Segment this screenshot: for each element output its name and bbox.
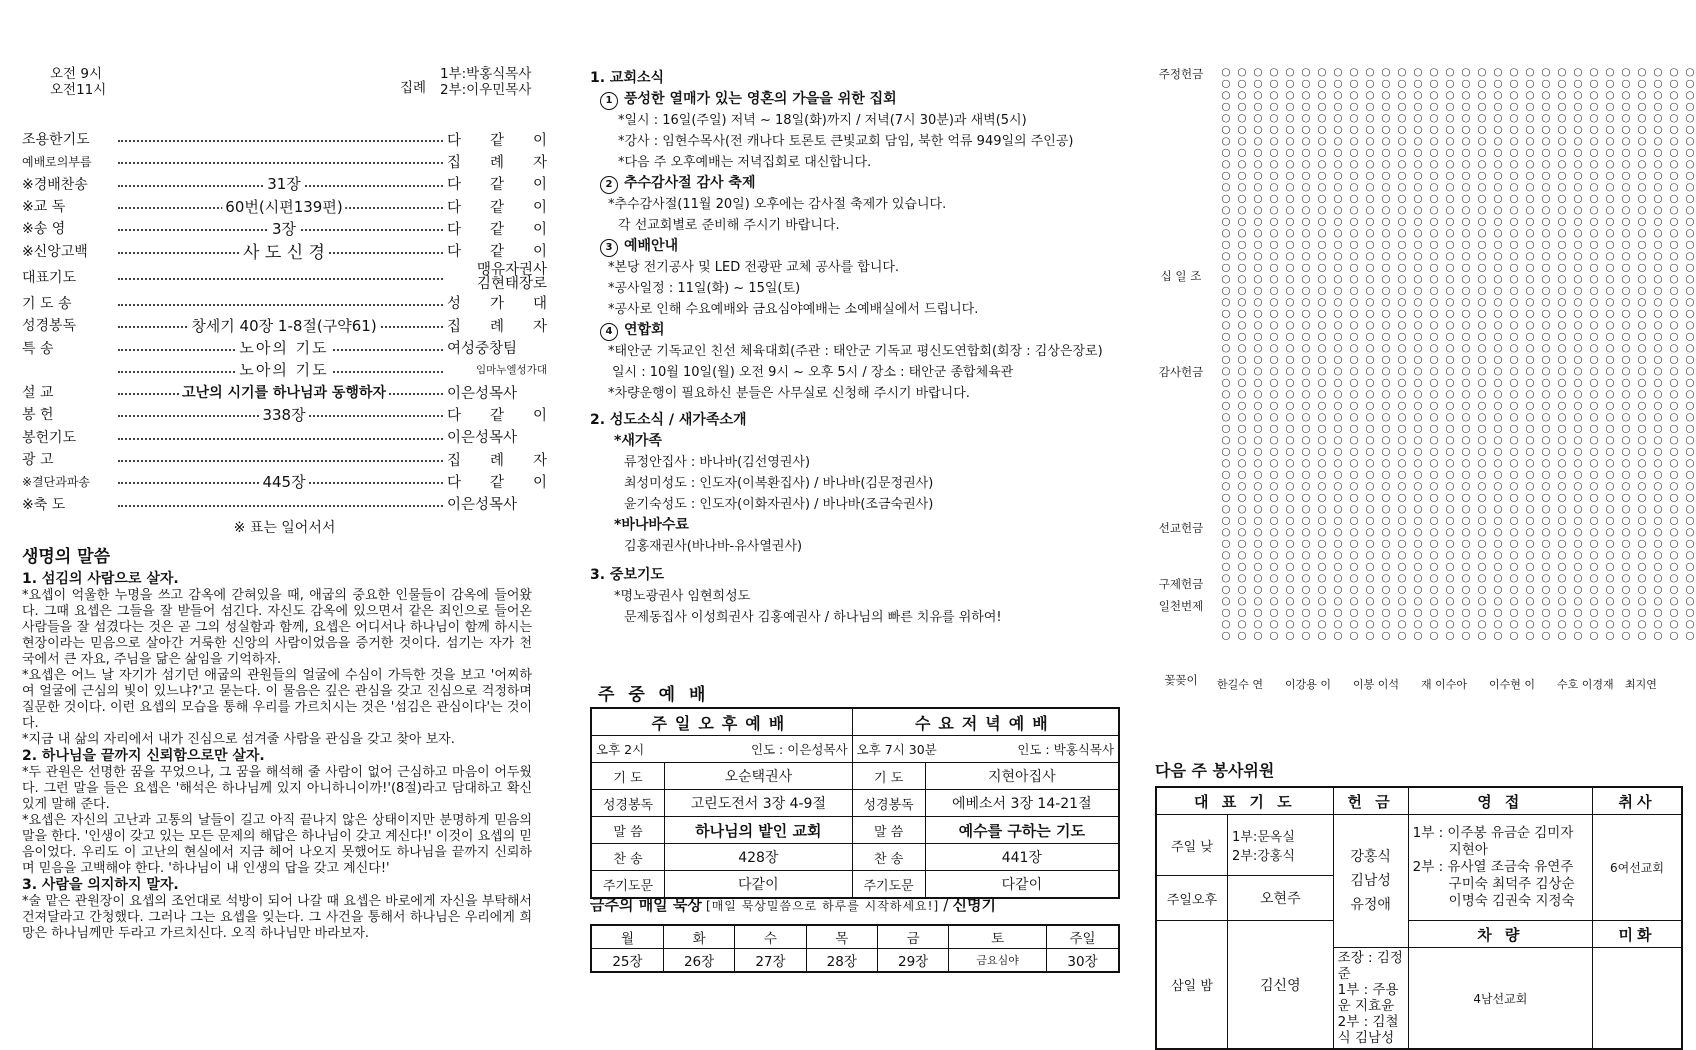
new-family-2: 최성미성도 : 인도자(이복환집사) / 바나바(김문정권사) [624,476,934,491]
word-body [22,571,532,942]
car-line-2: 1부 : 주용운 지효윤 [1337,982,1399,1014]
new-family-label: *새가족 [614,433,662,449]
prayer-2: 문제동집사 이성희권사 김홍예권사 / 하나님의 빠른 치유를 위하여! [624,610,1002,625]
offering-names-bottom: 재 이수아 [1421,678,1468,691]
sunday-service-title: 주일오후예배 [591,708,852,736]
order-label: 조용한기도 [22,132,90,149]
barnabas-label: *바나바수료 [614,517,689,533]
order-performer: 다 같 이 [447,244,547,261]
order-row [22,336,547,358]
offering-category: 선교헌금 [1158,521,1204,535]
service-label: 말 씀 [591,817,665,844]
news-section-2: 2. 성도소식 / 새가족소개 [590,412,747,428]
sunday-value: 하나님의 밭인 교회 [665,817,853,844]
offering-name-column: ○○○○○○○○○○○○○○○○○○○○○○○○○○○○○○○○○○○○○○○○○○○○○○○○○○ [1460,66,1472,641]
leader-dots [118,438,443,440]
service-label: 기 도 [852,763,925,790]
circle-1-icon: 1 [600,92,618,110]
day-name: 금 [877,925,948,949]
weekly-title: 주 중 예 배 [598,685,710,705]
order-row [22,426,547,448]
order-row [22,173,547,195]
leader-dots [118,460,443,462]
offering-name-column: ○○○○○○○○○○○○○○○○○○○○○○○○○○○○○○○○○○○○○○○○○○○○○○○○○○ [1572,66,1584,641]
order-label: 설 교 [22,385,54,402]
offering-name-column: ○○○○○○○○○○○○○○○○○○○○○○○○○○○○○○○○○○○○○○○○○○○○○○○○○○ [1444,66,1456,641]
word-title: 생명의 말씀 [22,547,111,567]
duty-wednesday-prayer: 김신영 [1228,921,1334,1050]
offering-category: 십 일 조 [1160,269,1202,283]
day-name: 주일 [1047,925,1119,949]
order-value: 338장 [259,404,308,425]
circle-2-icon: 2 [600,176,618,194]
offering-name-column: ○○○○○○○○○○○○○○○○○○○○○○○○○○○○○○○○○○○○○○○○○○○○○○○○○○ [1268,66,1280,641]
presider-1: 1부:박홍식목사 [440,66,532,82]
news-item-4: 연합회 [624,322,665,338]
sunday-value: 428장 [665,844,853,871]
offering-names-bottom: 한길수 연 [1217,678,1264,691]
offering-name-column: ○○○○○○○○○○○○○○○○○○○○○○○○○○○○○○○○○○○○○○○○○○○○○○○○○○ [1300,66,1312,641]
circle-3-icon: 3 [600,239,618,257]
wednesday-leader: 인도 : 박홍식목사 [1017,742,1114,757]
order-value: 445장 [259,471,308,492]
duty-row-wednesday: 삼일 밤 [1156,921,1228,1050]
duty-ushers [1408,815,1592,921]
offering-name-column: ○○○○○○○○○○○○○○○○○○○○○○○○○○○○○○○○○○○○○○○○○○○○○○○○○○ [1620,66,1632,641]
order-row [22,492,547,514]
day-name: 토 [949,925,1047,949]
sunday-value: 다같이 [665,871,853,899]
usher-line-3: 2부 : 유사열 조금숙 유연주 [1412,859,1574,875]
point-1-b: *요셉은 어느 날 자기가 섬기던 애굽의 관원들의 얼굴에 수심이 가득한 것을 보고 '어찌하여 얼굴에 근심의 빛이 있느냐?'고 묻는다. 이 물음은 깊은 관심을 갖고 진심으로 걱정하며 질문한 것이다. 이런 요셉의 모습을 통해 우리를 가르치시는 것은 '섬김은 관심이다'는 것이다. [22,668,532,731]
offering-names-bottom: 최지연 [1625,678,1657,691]
order-label: 광 고 [22,452,54,468]
duty-offering-3: 유정애 [1350,897,1391,913]
news-column [590,0,1130,1016]
day-chapter: 28장 [806,949,877,973]
service-label: 주기도문 [591,871,665,899]
service-row [591,817,1119,844]
wednesday-service-info [852,736,1119,763]
news-item-4a: *태안군 기독교인 친선 체육대회(주관 : 태안군 기독교 평신도연합회(회장 : 김상은장로) [608,344,1103,359]
offering-name-column: ○○○○○○○○○○○○○○○○○○○○○○○○○○○○○○○○○○○○○○○○○○○○○○○○○○ [1348,66,1360,641]
offering-name-column: ○○○○○○○○○○○○○○○○○○○○○○○○○○○○○○○○○○○○○○○○○○○○○○○○○○ [1508,66,1520,641]
wednesday-value: 지현아집사 [925,763,1119,790]
duty-row-afternoon: 주일오후 [1156,876,1228,921]
offering-name-column: ○○○○○○○○○○○○○○○○○○○○○○○○○○○○○○○○○○○○○○○○○○○○○○○○○○ [1652,66,1664,641]
offering-category: 감사헌금 [1158,365,1204,379]
offering-name-column: ○○○○○○○○○○○○○○○○○○○○○○○○○○○○○○○○○○○○○○○○○○○○○○○○○○ [1332,66,1344,641]
offering-name-column: ○○○○○○○○○○○○○○○○○○○○○○○○○○○○○○○○○○○○○○○○○○○○○○○○○○ [1252,66,1264,641]
usher-line-5: 이명숙 김권숙 지정숙 [1448,893,1575,909]
day-chapter: 26장 [663,949,734,973]
duty-offering-names [1333,815,1408,948]
duty-row-sunday: 주일 낮 [1156,815,1228,876]
duty-usher-header: 영 접 [1408,787,1592,815]
duty-afternoon-prayer: 오현주 [1228,876,1334,921]
order-performer: 다 같 이 [447,407,547,424]
service-time-1: 오전 9시 [50,66,103,82]
duty-host-header: 취사 [1593,787,1683,815]
usher-line-2: 지현아 [1448,842,1488,858]
offering-name-column: ○○○○○○○○○○○○○○○○○○○○○○○○○○○○○○○○○○○○○○○○○○○○○○○○○○ [1428,66,1440,641]
offering-name-column: ○○○○○○○○○○○○○○○○○○○○○○○○○○○○○○○○○○○○○○○○○○○○○○○○○○ [1556,66,1568,641]
order-value: 고난의 시기를 하나님과 동행하자 [179,382,389,402]
service-row [591,790,1119,817]
order-performer: 성 가 대 [447,296,547,313]
order-row [22,262,547,292]
car-line-3: 2부 : 김철식 김남성 [1337,1014,1399,1046]
presider-2: 2부:이우민목사 [440,82,532,98]
day-name: 월 [591,925,663,949]
offering-category: 주정헌금 [1158,67,1204,81]
service-label: 찬 송 [852,844,925,871]
day-name: 목 [806,925,877,949]
worship-order-column [22,0,562,1016]
wednesday-value: 에베소서 3장 14-21절 [925,790,1119,817]
duty-sunday-prayers [1228,815,1334,876]
leader-dots [118,162,443,164]
point-2-b: *요셉은 자신의 고난과 고통의 날들이 길고 아직 끝나지 않은 상태이지만 분명하게 믿음의 말을 한다. '인생이 갖고 있는 모든 문제의 해답은 하나님이 갖고 계신다!' 이것이 요셉의 믿음이었다. 우리도 이 고난의 현실에서 지금 헤어 나오지 못했어도 하나님을 끝까지 신뢰하며 믿음을 고백해야 한다. '하나님이 내 인생의 답을 갖고 계신다!' [22,813,532,876]
order-label: ※결단과파송 [22,474,91,489]
service-label: 성경봉독 [591,790,665,817]
offering-names-bottom: 이봉 이석 [1353,678,1400,691]
order-label: 기 도 송 [22,295,72,312]
point-2-a: *두 관원은 선명한 꿈을 꾸었으나, 그 꿈을 해석해 줄 사람이 없어 근심하고 마음이 어두웠다. 그런 말을 들은 요셉은 '해석은 하나님께 있지 아니하니이까!'(8절)라고 담대하고 확신 있게 말해 준다. [22,765,532,812]
order-row [22,448,547,470]
offering-name-column: ○○○○○○○○○○○○○○○○○○○○○○○○○○○○○○○○○○○○○○○○○○○○○○○○○○ [1524,66,1536,641]
offering-category: 일천번제 [1158,599,1204,613]
service-row [591,763,1119,790]
wednesday-service-title: 수요저녁예배 [852,708,1119,736]
order-performer: 이은성목사 [447,497,518,514]
day-chapter: 30장 [1047,949,1119,973]
order-label: ※축 도 [22,496,66,513]
order-value: 60번(시편139편) [222,196,345,217]
daily-note: [매일 묵상밀씀으로 하루를 시작하세요!] [706,899,940,913]
order-performer: 다 같 이 [447,199,547,216]
sunday-leader: 인도 : 이은성목사 [750,742,848,757]
order-row [22,381,547,403]
duty-title: 다음 주 봉사위원 [1155,761,1275,780]
offering-name-column: ○○○○○○○○○○○○○○○○○○○○○○○○○○○○○○○○○○○○○○○○○○○○○○○○○○ [1412,66,1424,641]
order-label: 성경봉독 [22,318,77,335]
order-performer: 다 같 이 [447,177,547,194]
leader-dots [118,278,443,280]
daily-title: 금주의 매일 묵상 [590,896,702,914]
offering-duty-column [1155,0,1696,1046]
order-performer-2: 김현태장로 [476,275,547,292]
order-value: 노아의 기도 [236,359,331,380]
barnabas-1: 김홍재권사(바나바-유사열권사) [624,539,803,554]
duty-offering-2: 김남성 [1350,873,1391,889]
offering-name-column: ○○○○○○○○○○○○○○○○○○○○○○○○○○○○○○○○○○○○○○○○○○○○○○○○○○ [1236,66,1248,641]
sunday-value: 오순택권사 [665,763,853,790]
day-chapter: 27장 [735,949,806,973]
offering-name-column: ○○○○○○○○○○○○○○○○○○○○○○○○○○○○○○○○○○○○○○○○○○○○○○○○○○ [1220,66,1232,641]
order-value: 31장 [264,173,304,194]
offering-list [1155,66,1696,746]
order-row [22,128,547,150]
order-performer: 이은성목사 [447,430,518,447]
order-performer: 다 같 이 [447,474,547,491]
news-item-1: 풍성한 열매가 있는 영혼의 가을을 위한 집회 [624,91,897,107]
service-row [591,844,1119,871]
leader-dots [118,505,443,507]
offering-name-column: ○○○○○○○○○○○○○○○○○○○○○○○○○○○○○○○○○○○○○○○○○○○○○○○○○○ [1316,66,1328,641]
order-label: ※경배찬송 [22,176,88,193]
order-row [22,150,547,172]
news-item-3a: *본당 전기공사 및 LED 전광판 교체 공사를 합니다. [608,260,900,275]
order-value: 사 도 신 경 [240,238,328,263]
new-family-1: 류정안집사 : 바나바(김선영권사) [624,455,811,470]
offering-name-column: ○○○○○○○○○○○○○○○○○○○○○○○○○○○○○○○○○○○○○○○○○○○○○○○○○○ [1604,66,1616,641]
news-item-3: 예배안내 [624,238,679,254]
order-label: 예배로의부름 [22,154,92,169]
leader-dots [118,304,443,306]
offering-category: 구제헌금 [1158,577,1204,591]
weekly-services-table [590,707,1120,899]
news-item-1a: *일시 : 16일(주일) 저녁 ~ 18일(화)까지 / 저녁(7시 30분)과 새벽(5시) [618,113,1027,128]
order-label: 특 송 [22,340,54,357]
offering-names-bottom: 수호 이경재 [1557,678,1614,691]
service-label: 말 씀 [852,817,925,844]
duty-car [1333,948,1408,1050]
service-label: 주기도문 [852,871,925,899]
order-label: ※신앙고백 [22,243,88,260]
wednesday-value: 예수를 구하는 기도 [925,817,1119,844]
order-row [22,239,547,264]
day-chapter: 29장 [877,949,948,973]
point-1-c: *지금 내 삶의 자리에서 내가 진심으로 섬겨줄 사람을 관심을 갖고 찾아 보자. [22,732,455,747]
day-chapter: 금요심야 [949,949,1047,973]
duty-beauty: 4남선교회 [1408,948,1592,1050]
service-label: 찬 송 [591,844,665,871]
news-item-1c: *다음 주 오후예배는 저녁집회로 대신합니다. [618,155,872,170]
order-of-worship [22,128,547,515]
daily-book: 신명기 [952,896,996,914]
order-label: ※교 독 [22,199,66,216]
order-row [22,195,547,217]
sunday-service-info [591,736,852,763]
duty-offering-1: 강홍식 [1350,849,1391,865]
service-label: 기 도 [591,763,665,790]
circle-4-icon: 4 [600,323,618,341]
order-performer: 다 같 이 [447,132,547,149]
duty-prayer-header: 대 표 기 도 [1156,787,1333,815]
news-item-3b: *공사일정 : 11일(화) ~ 15일(토) [608,281,801,296]
wednesday-value: 다같이 [925,871,1119,899]
service-times [50,66,106,98]
news-item-3c: *공사로 인해 수요예배와 금요심야예배는 소예배실에서 드립니다. [608,302,979,317]
order-performer: 여성중창팀 [447,341,518,358]
order-performer: 집 례 자 [447,452,547,469]
order-label: 봉 헌 [22,407,54,424]
duty-table [1155,786,1683,1050]
order-performer-1: 맹유자권사 [476,261,547,278]
order-value: 3장 [269,218,299,239]
news-item-1b: *강사 : 임현수목사(전 캐나다 토론토 큰빛교회 담임, 북한 억류 949일의 주인공) [618,134,1074,149]
service-label: 성경봉독 [852,790,925,817]
day-chapter: 25장 [591,949,663,973]
offering-names-bottom: 이수현 이 [1489,678,1536,691]
offering-name-column: ○○○○○○○○○○○○○○○○○○○○○○○○○○○○○○○○○○○○○○○○○○○○○○○○○○ [1284,66,1296,641]
duty-beauty-header: 미화 [1593,921,1683,948]
order-performer: 이은성목사 [447,385,518,402]
offering-name-column: ○○○○○○○○○○○○○○○○○○○○○○○○○○○○○○○○○○○○○○○○○○○○○○○○○○ [1668,66,1680,641]
duty-car-header: 차 량 [1408,921,1592,948]
news-item-2: 추수감사절 감사 축제 [624,175,756,191]
offering-name-column: ○○○○○○○○○○○○○○○○○○○○○○○○○○○○○○○○○○○○○○○○○○○○○○○○○○ [1588,66,1600,641]
day-name: 화 [663,925,734,949]
offering-name-column: ○○○○○○○○○○○○○○○○○○○○○○○○○○○○○○○○○○○○○○○○○○○○○○○○○○ [1380,66,1392,641]
order-row [22,359,547,381]
offering-name-column: ○○○○○○○○○○○○○○○○○○○○○○○○○○○○○○○○○○○○○○○○○○○○○○○○○○ [1364,66,1376,641]
duty-offering-header: 헌 금 [1333,787,1408,815]
car-line-1: 조장 : 김정준 [1337,950,1403,982]
order-row [22,314,547,336]
order-label: ※송 영 [22,221,66,238]
news-item-2b: 각 선교회별로 준비해 주시기 바랍니다. [618,218,840,233]
new-family-3: 윤기숙성도 : 인도자(이화자권사) / 바나바(조금숙권사) [624,497,934,512]
wednesday-value: 441장 [925,844,1119,871]
order-row [22,217,547,239]
offering-name-column: ○○○○○○○○○○○○○○○○○○○○○○○○○○○○○○○○○○○○○○○○○○○○○○○○○○ [1396,66,1408,641]
offering-category: 꽃꽂이 [1164,673,1198,687]
word-of-life [22,542,532,942]
point-3-title: 3. 사람을 의지하지 말자. [22,877,179,893]
news-item-2a: *추수감사절(11월 20일) 오후에는 감사절 축제가 있습니다. [608,197,947,212]
order-label: 대표기도 [22,269,77,286]
day-name: 수 [735,925,806,949]
order-performer: 집 례 자 [447,154,547,171]
wednesday-time: 오후 7시 30분 [856,742,937,757]
point-1-title: 1. 섬김의 사람으로 살자. [22,571,179,587]
point-2-title: 2. 하나님을 끝까지 신뢰함으로만 살자. [22,748,265,764]
prayer-1: *명노광권사 임현희성도 [614,589,751,604]
order-performer: 임마누엘성가대 [475,364,547,377]
duty-host: 6여선교회 [1593,815,1683,921]
duty-sunday-prayer-2: 2부:강홍식 [1232,849,1295,864]
order-performer [447,263,547,291]
order-performer: 집 례 자 [447,318,547,335]
news-section-1: 1. 교회소식 [590,70,665,86]
order-row [22,403,547,425]
leader-dots [118,140,443,142]
offering-name-column: ○○○○○○○○○○○○○○○○○○○○○○○○○○○○○○○○○○○○○○○○○○○○○○○○○○ [1476,66,1488,641]
order-performer: 다 같 이 [447,221,547,238]
order-row [22,470,547,492]
news-section-3: 3. 중보기도 [590,567,665,583]
order-row [22,292,547,314]
church-news [590,68,1130,628]
presiders [440,66,531,98]
offering-name-column: ○○○○○○○○○○○○○○○○○○○○○○○○○○○○○○○○○○○○○○○○○○○○○○○○○○ [1540,66,1552,641]
offering-name-column: ○○○○○○○○○○○○○○○○○○○○○○○○○○○○○○○○○○○○○○○○○○○○○○○○○○ [1636,66,1648,641]
news-item-4c: *차량운행이 필요하신 분들은 사무실로 신청해 주시기 바랍니다. [608,386,970,401]
daily-separator: / [943,896,949,914]
duty-sunday-prayer-1: 1부:문옥실 [1232,830,1295,845]
point-1-a: *요셉이 억울한 누명을 쓰고 감옥에 갇혀있을 때, 애굽의 중요한 인물들이 감옥에 들어왔다. 그때 요셉은 그들을 잘 받들어 섬긴다. 자신도 감옥에 있으면서 같은 죄인으로 들어온 사람들을 잘 섬겼다는 것은 곧 그의 성실함과 함께, 요셉은 어디서나 하나님이 함께 하시는 현장이라는 믿음으로 살아간 거룩한 신앙의 사람이었음을 증거한 것이다. 섬기는 자가 천국에서 큰 자요, 주님을 닮은 삶임을 기억하자. [22,588,532,667]
order-value: 노아의 기도 [236,337,331,358]
presider-label: 집례 [400,80,427,96]
order-label: 봉헌기도 [22,429,77,446]
sunday-time: 오후 2시 [596,742,645,757]
offering-name-column: ○○○○○○○○○○○○○○○○○○○○○○○○○○○○○○○○○○○○○○○○○○○○○○○○○○ [1492,66,1504,641]
daily-meditation-header [590,894,996,915]
service-time-2: 오전11시 [50,82,107,98]
daily-meditation-table [590,924,1120,973]
usher-line-4: 구미숙 최덕주 김상순 [1448,876,1575,892]
offering-name-column: ○○○○○○○○○○○○○○○○○○○○○○○○○○○○○○○○○○○○○○○○○○○○○○○○○○ [1684,66,1696,641]
news-item-4b: 일시 : 10월 10일(월) 오전 9시 ~ 오후 5시 / 장소 : 태안군 종합체육관 [612,365,1014,380]
point-3-a: *술 맡은 관원장이 요셉의 조언대로 석방이 되어 나갈 때 요셉은 바로에게 자신을 부탁해서 건져달라고 간청했다. 그러나 그는 요셉을 잊는다. 그 사건을 통해서 하나님은 우리에게 희망은 하나님께만 두라고 가르치신다. 오직 하나님만 바라보자. [22,894,532,941]
usher-line-1: 1부 : 이주봉 유금순 김미자 [1412,825,1574,841]
order-value: 창세기 40장 1-8절(구약61) [188,315,379,336]
sunday-value: 고린도전서 3장 4-9절 [665,790,853,817]
offering-names-bottom: 이강용 이 [1285,678,1332,691]
stand-note: ※ 표는 일어서서 [233,520,336,536]
